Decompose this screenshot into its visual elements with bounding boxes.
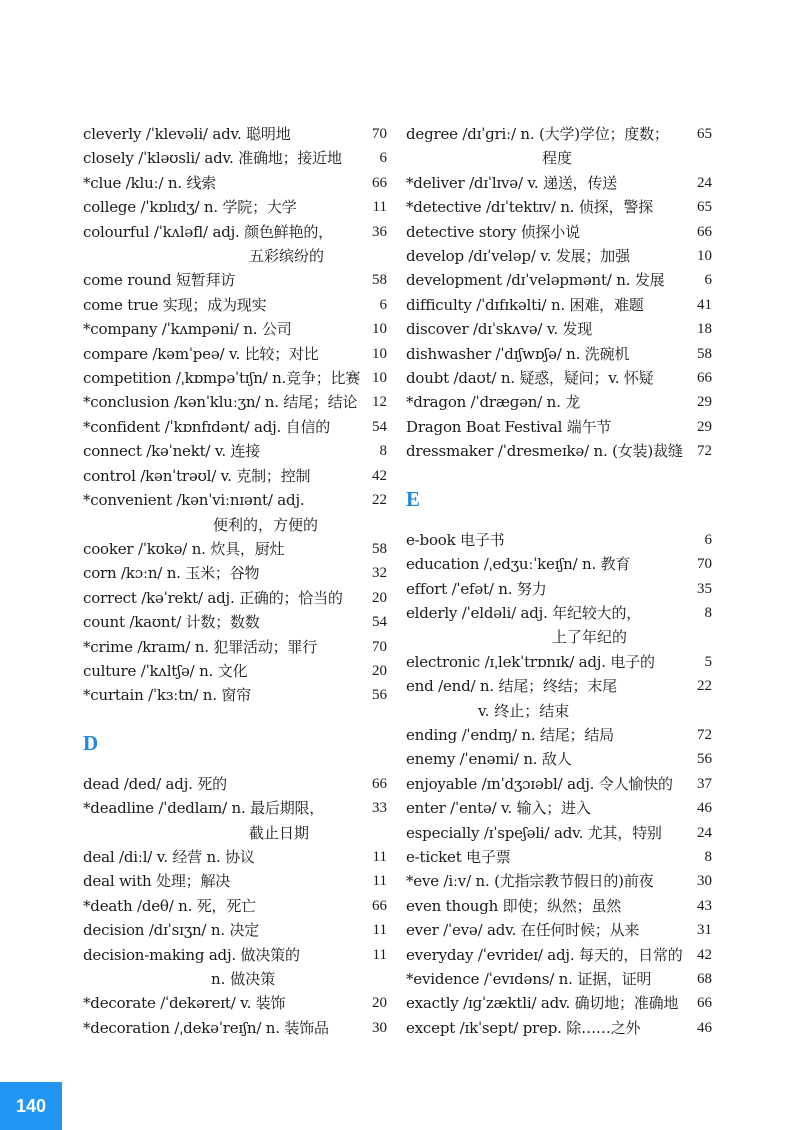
entry-text: decision /dɪˈsɪʒn/ n. 决定 — [83, 921, 260, 940]
glossary-entry — [83, 415, 387, 439]
glossary-entry — [406, 528, 712, 552]
entry-page-number: 10 — [370, 317, 387, 341]
glossary-entry — [406, 220, 712, 244]
entry-page-number: 11 — [371, 869, 387, 893]
glossary-entry — [406, 342, 712, 366]
glossary-entry — [83, 390, 387, 414]
glossary-entry — [83, 439, 387, 463]
glossary-entry — [406, 439, 712, 463]
entry-page-number: 10 — [370, 342, 387, 366]
entry-text: *deadline /ˈdedlaɪn/ n. 最后期限， — [83, 799, 325, 818]
glossary-entry — [406, 552, 712, 576]
entry-page-number: 6 — [703, 268, 713, 292]
entry-page-number: 8 — [378, 439, 388, 463]
glossary-entry — [406, 869, 712, 893]
entry-page-number: 20 — [370, 586, 387, 610]
entry-text: deal /diːl/ v. 经营 n. 协议 — [83, 847, 255, 866]
entry-page-number: 11 — [371, 943, 387, 967]
entry-text: decision-making adj. 做决策的 — [83, 945, 300, 964]
entry-page-number: 22 — [695, 674, 712, 698]
glossary-entry — [83, 610, 387, 634]
entry-text: enemy /ˈenəmi/ n. 敌人 — [406, 750, 572, 769]
entry-page-number: 30 — [370, 1016, 387, 1040]
glossary-entry — [83, 1016, 387, 1040]
entry-continuation: v. 终止；结束 — [478, 701, 570, 720]
entry-page-number: 66 — [695, 991, 712, 1015]
glossary-entry — [83, 659, 387, 683]
glossary-entry — [406, 577, 712, 601]
entry-page-number: 66 — [370, 171, 387, 195]
entry-page-number: 66 — [370, 894, 387, 918]
entry-page-number: 29 — [695, 415, 712, 439]
glossary-entry — [83, 537, 387, 561]
entry-text: come true 实现；成为现实 — [83, 295, 267, 314]
entry-text: e-book 电子书 — [406, 530, 505, 549]
entry-text: development /dɪˈveləpmənt/ n. 发展 — [406, 271, 665, 290]
entry-page-number: 6 — [378, 146, 388, 170]
glossary-entry — [406, 650, 712, 674]
glossary-entry — [406, 674, 712, 723]
entry-text: e-ticket 电子票 — [406, 847, 511, 866]
entry-page-number: 66 — [370, 772, 387, 796]
entry-text: doubt /daʊt/ n. 疑惑，疑问；v. 怀疑 — [406, 369, 654, 388]
entry-text: effort /ˈefət/ n. 努力 — [406, 579, 547, 598]
glossary-entry — [406, 967, 712, 991]
glossary-entry — [406, 772, 712, 796]
glossary-column-right — [406, 122, 712, 1040]
entry-page-number: 58 — [370, 537, 387, 561]
entry-continuation: 截止日期 — [249, 823, 310, 842]
glossary-entry — [406, 244, 712, 268]
entry-text: cooker /ˈkʊkə/ n. 炊具，厨灶 — [83, 539, 285, 558]
glossary-entry — [406, 601, 712, 650]
entry-text: come round 短暂拜访 — [83, 271, 236, 290]
glossary-entry — [406, 415, 712, 439]
glossary-entry — [406, 845, 712, 869]
entry-page-number: 46 — [695, 1016, 712, 1040]
entry-text: *clue /kluː/ n. 线索 — [83, 173, 217, 192]
entry-text: *evidence /ˈevɪdəns/ n. 证据，证明 — [406, 970, 652, 988]
entry-text: even though 即使；纵然；虽然 — [406, 896, 622, 915]
entry-text: competition /ˌkɒmpəˈtɪʃn/ n.竞争；比赛 — [83, 369, 361, 388]
entry-page-number: 56 — [695, 747, 712, 771]
entry-page-number: 20 — [370, 991, 387, 1015]
glossary-column-left — [83, 122, 387, 1040]
entry-page-number: 18 — [695, 317, 712, 341]
entry-text: *confident /ˈkɒnfɪdənt/ adj. 自信的 — [83, 417, 331, 436]
entry-text: degree /dɪˈɡriː/ n. (大学)学位；度数； — [406, 125, 669, 143]
glossary-entry — [406, 918, 712, 942]
entry-continuation: 便利的，方便的 — [213, 515, 319, 534]
entry-text: college /ˈkɒlɪdʒ/ n. 学院；大学 — [83, 198, 297, 217]
glossary-entry — [406, 1016, 712, 1040]
entry-page-number: 6 — [378, 293, 388, 317]
entry-page-number: 70 — [370, 122, 387, 146]
entry-text: elderly /ˈeldəli/ adj. 年纪较大的， — [406, 603, 642, 622]
entry-text: enjoyable /ɪnˈdʒɔɪəbl/ adj. 令人愉快的 — [406, 774, 673, 793]
glossary-entry — [406, 991, 712, 1015]
entry-page-number: 24 — [695, 171, 712, 195]
entry-text: *dragon /ˈdræɡən/ n. 龙 — [406, 393, 581, 412]
entry-page-number: 65 — [695, 195, 712, 219]
glossary-entry — [83, 772, 387, 796]
entry-page-number: 56 — [370, 683, 387, 707]
glossary-entry — [83, 293, 387, 317]
entry-text: detective story 侦探小说 — [406, 222, 580, 241]
glossary-entry — [406, 293, 712, 317]
entry-page-number: 20 — [370, 659, 387, 683]
entry-text: dead /ded/ adj. 死的 — [83, 774, 227, 793]
entry-page-number: 11 — [371, 195, 387, 219]
glossary-entry — [83, 991, 387, 1015]
entry-text: electronic /ɪˌlekˈtrɒnɪk/ adj. 电子的 — [406, 652, 655, 671]
glossary-entry — [83, 195, 387, 219]
entry-text: *company /ˈkʌmpəni/ n. 公司 — [83, 320, 292, 339]
entry-page-number: 72 — [695, 439, 712, 463]
glossary-entry — [83, 146, 387, 170]
entry-page-number: 70 — [370, 635, 387, 659]
entry-text: colourful /ˈkʌləfl/ adj. 颜色鲜艳的， — [83, 222, 333, 241]
glossary-entry — [406, 122, 712, 171]
entry-page-number: 6 — [703, 528, 713, 552]
page-number: 140 — [0, 1082, 62, 1130]
glossary-entry — [83, 586, 387, 610]
entry-text: ever /ˈevə/ adv. 在任何时候；从来 — [406, 921, 640, 940]
glossary-entry — [83, 488, 387, 537]
entry-page-number: 22 — [370, 488, 387, 512]
entry-continuation: n. 做决策 — [211, 970, 276, 988]
glossary-entry — [406, 723, 712, 747]
glossary-entry — [406, 366, 712, 390]
glossary-entry — [83, 122, 387, 146]
glossary-entry — [83, 464, 387, 488]
entry-page-number: 42 — [695, 943, 712, 967]
entry-text: compare /kəmˈpeə/ v. 比较；对比 — [83, 344, 319, 363]
entry-page-number: 11 — [371, 918, 387, 942]
entry-text: *crime /kraɪm/ n. 犯罪活动；罪行 — [83, 637, 318, 656]
glossary-entry — [406, 390, 712, 414]
glossary-entry — [406, 796, 712, 820]
entry-text: *decoration /ˌdekəˈreɪʃn/ n. 装饰品 — [83, 1018, 329, 1037]
glossary-entry — [83, 943, 387, 992]
section-heading: D — [83, 730, 99, 755]
entry-text: culture /ˈkʌltʃə/ n. 文化 — [83, 661, 248, 680]
entry-page-number: 58 — [370, 268, 387, 292]
entry-page-number: 54 — [370, 415, 387, 439]
glossary-entry — [83, 268, 387, 292]
entry-page-number: 37 — [695, 772, 712, 796]
entry-page-number: 24 — [695, 821, 712, 845]
entry-text: connect /kəˈnekt/ v. 连接 — [83, 442, 261, 461]
entry-page-number: 35 — [695, 577, 712, 601]
section-heading: E — [406, 486, 421, 511]
glossary-entry — [406, 195, 712, 219]
glossary-entry — [406, 747, 712, 771]
glossary-entry — [83, 845, 387, 869]
entry-page-number: 41 — [695, 293, 712, 317]
entry-page-number: 58 — [695, 342, 712, 366]
entry-page-number: 11 — [371, 845, 387, 869]
entry-page-number: 36 — [370, 220, 387, 244]
entry-page-number: 31 — [695, 918, 712, 942]
entry-text: dishwasher /ˈdɪʃwɒʃə/ n. 洗碗机 — [406, 344, 630, 363]
glossary-entry — [83, 220, 387, 269]
entry-page-number: 5 — [703, 650, 713, 674]
glossary-entry — [406, 171, 712, 195]
entry-text: education /ˌedʒuːˈkeɪʃn/ n. 教育 — [406, 555, 631, 574]
entry-text: corn /kɔːn/ n. 玉米；谷物 — [83, 564, 260, 583]
entry-page-number: 12 — [370, 390, 387, 414]
entry-text: Dragon Boat Festival 端午节 — [406, 417, 612, 436]
entry-continuation: 五彩缤纷的 — [249, 247, 325, 266]
entry-text: enter /ˈentə/ v. 输入；进入 — [406, 799, 591, 818]
glossary-entry — [83, 796, 387, 845]
entry-text: control /kənˈtrəʊl/ v. 克制；控制 — [83, 466, 311, 485]
entry-page-number: 8 — [703, 601, 713, 625]
entry-text: especially /ɪˈspeʃəli/ adv. 尤其，特别 — [406, 823, 662, 842]
entry-page-number: 29 — [695, 390, 712, 414]
entry-page-number: 10 — [370, 366, 387, 390]
entry-page-number: 72 — [695, 723, 712, 747]
glossary-entry — [83, 561, 387, 585]
glossary-entry — [406, 821, 712, 845]
entry-text: exactly /ɪɡˈzæktli/ adv. 确切地；准确地 — [406, 994, 679, 1013]
glossary-entry — [406, 894, 712, 918]
entry-text: *death /deθ/ n. 死，死亡 — [83, 896, 256, 915]
glossary-entry — [83, 635, 387, 659]
entry-page-number: 32 — [370, 561, 387, 585]
entry-text: correct /kəˈrekt/ adj. 正确的；恰当的 — [83, 588, 343, 607]
entry-page-number: 46 — [695, 796, 712, 820]
glossary-entry — [406, 317, 712, 341]
entry-text: discover /dɪˈskʌvə/ v. 发现 — [406, 320, 593, 339]
entry-page-number: 54 — [370, 610, 387, 634]
entry-text: deal with 处理；解决 — [83, 872, 231, 891]
glossary-entry — [83, 342, 387, 366]
entry-text: difficulty /ˈdɪfɪkəlti/ n. 困难，难题 — [406, 295, 644, 314]
glossary-entry — [83, 894, 387, 918]
entry-text: count /kaʊnt/ 计数；数数 — [83, 613, 260, 632]
entry-text: *conclusion /kənˈkluːʒn/ n. 结尾；结论 — [83, 393, 358, 412]
entry-text: cleverly /ˈklevəli/ adv. 聪明地 — [83, 125, 291, 143]
entry-text: *decorate /ˈdekəreɪt/ v. 装饰 — [83, 994, 286, 1013]
entry-page-number: 68 — [695, 967, 712, 991]
entry-text: *eve /iːv/ n. (尤指宗教节假日的)前夜 — [406, 872, 654, 891]
entry-page-number: 66 — [695, 220, 712, 244]
entry-text: develop /dɪˈveləp/ v. 发展；加强 — [406, 247, 630, 266]
entry-page-number: 30 — [695, 869, 712, 893]
entry-text: ending /ˈendɪŋ/ n. 结尾；结局 — [406, 725, 614, 744]
entry-page-number: 65 — [695, 122, 712, 146]
entry-page-number: 43 — [695, 894, 712, 918]
glossary-entry — [83, 366, 387, 390]
entry-continuation: 上了年纪的 — [552, 628, 628, 647]
glossary-entry — [83, 171, 387, 195]
entry-text: *deliver /dɪˈlɪvə/ v. 递送，传送 — [406, 173, 618, 192]
entry-text: closely /ˈkləʊsli/ adv. 准确地；接近地 — [83, 149, 342, 168]
entry-page-number: 33 — [370, 796, 387, 820]
entry-page-number: 10 — [695, 244, 712, 268]
glossary-entry — [83, 869, 387, 893]
entry-text: dressmaker /ˈdresmeɪkə/ n. (女装)裁缝 — [406, 442, 683, 461]
glossary-entry — [83, 317, 387, 341]
glossary-entry — [83, 683, 387, 707]
glossary-entry — [83, 918, 387, 942]
entry-text: except /ɪkˈsept/ prep. 除……之外 — [406, 1018, 641, 1037]
entry-continuation: 程度 — [542, 149, 573, 168]
entry-text: end /end/ n. 结尾；终结；末尾 — [406, 677, 617, 696]
entry-page-number: 66 — [695, 366, 712, 390]
glossary-entry — [406, 943, 712, 967]
entry-text: everyday /ˈevrideɪ/ adj. 每天的，日常的 — [406, 945, 683, 964]
glossary-entry — [406, 268, 712, 292]
entry-text: *convenient /kənˈviːnɪənt/ adj. — [83, 491, 305, 510]
entry-text: *detective /dɪˈtektɪv/ n. 侦探，警探 — [406, 198, 653, 217]
entry-page-number: 70 — [695, 552, 712, 576]
entry-text: *curtain /ˈkɜːtn/ n. 窗帘 — [83, 686, 251, 705]
entry-page-number: 42 — [370, 464, 387, 488]
entry-page-number: 8 — [703, 845, 713, 869]
